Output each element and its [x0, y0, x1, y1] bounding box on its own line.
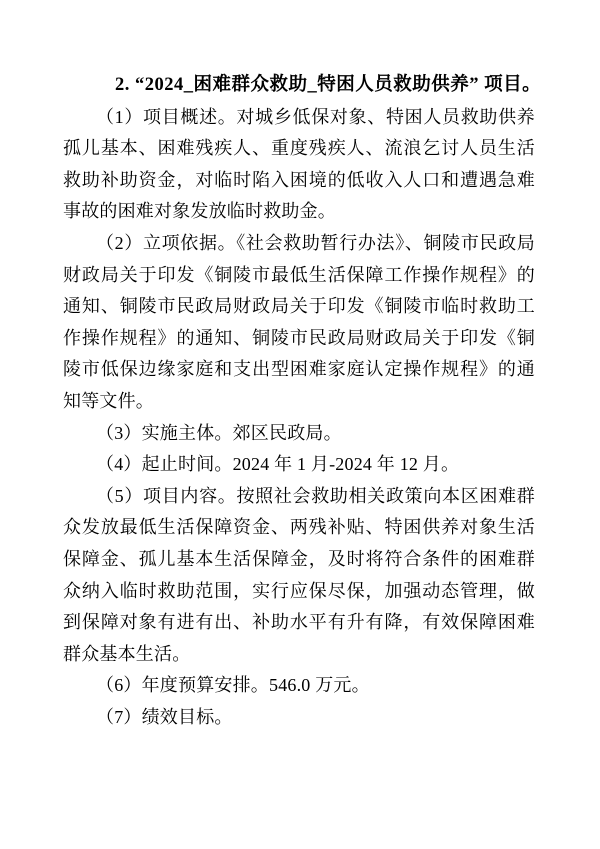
- paragraph-time-range: （4）起止时间。2024 年 1 月-2024 年 12 月。: [96, 454, 460, 475]
- paragraph-implementing-body: （3）实施主体。郊区民政局。: [96, 422, 342, 443]
- paragraph-project-content: （5）项目内容。按照社会救助相关政策向本区困难群众发放最低生活保障资金、两残补贴、特困供养对象生活保障金、孤儿基本生活保障金，及时将符合条件的困难群众纳入临时救助范围，实行应保尽保，加强动态管理，做到保障对象有进有出、补助水平有升有降，有效保障困难群众基本生活。: [63, 485, 535, 664]
- paragraph-project-overview: （1）项目概述。对城乡低保对象、特困人员救助供养孤儿基本、困难残疾人、重度残疾人、流浪乞讨人员生活救助补助资金，对临时陷入困境的低收入人口和遭遇急难事故的困难对象发放临时救助金。: [63, 106, 535, 222]
- project-title: 2. “2024_困难群众救助_特困人员救助供养” 项目。: [115, 75, 542, 95]
- paragraph-annual-budget: （6）年度预算安排。546.0 万元。: [96, 675, 370, 696]
- document-content: [63, 70, 542, 733]
- paragraph-performance-goals: （7）绩效目标。: [96, 706, 233, 727]
- paragraph-project-basis: （2）立项依据。《社会救助暂行办法》、铜陵市民政局财政局关于印发《铜陵市最低生活保障工作操作规程》的通知、铜陵市民政局财政局关于印发《铜陵市临时救助工作操作规程》的通知、铜陵市民政局财政局关于印发《铜陵市低保边缘家庭和支出型困难家庭认定操作规程》的通知等文件。: [63, 232, 535, 411]
